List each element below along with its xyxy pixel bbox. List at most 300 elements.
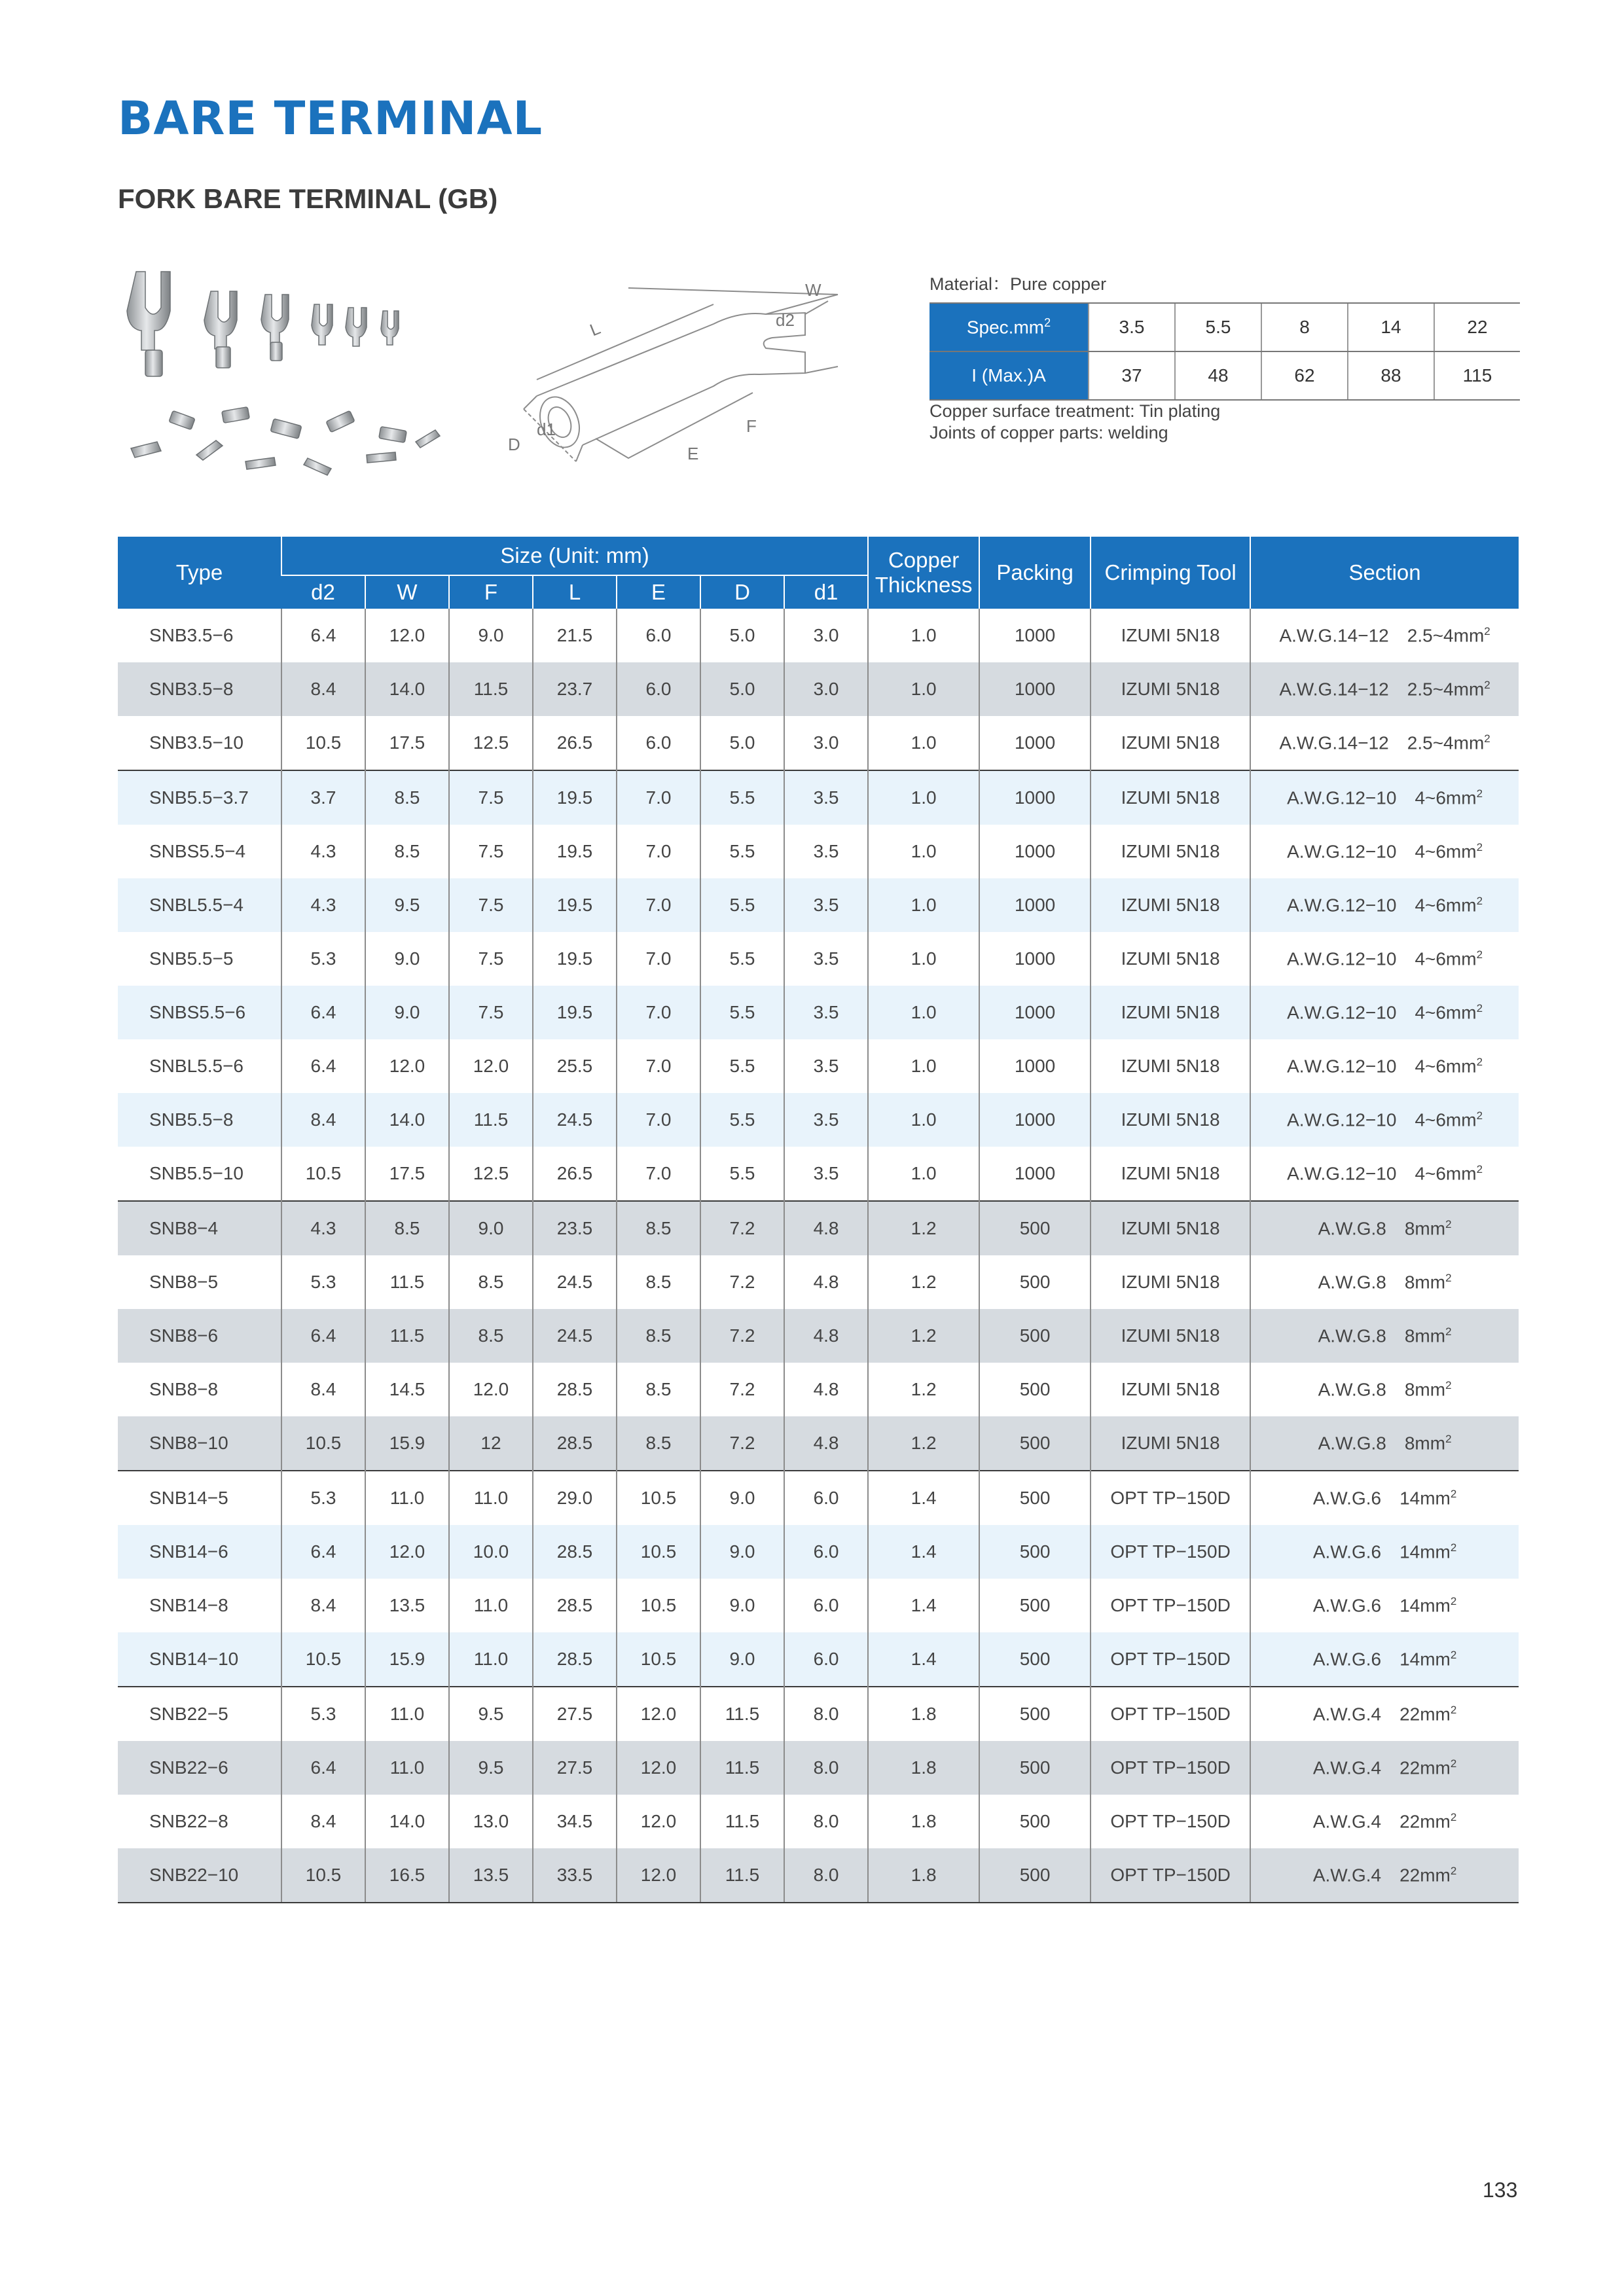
section-exponent: 2	[1445, 1325, 1452, 1338]
cell-d: 11.5	[700, 1741, 784, 1795]
material-note: Material：Pure copper	[929, 274, 1107, 294]
cell-w: 11.0	[365, 1471, 449, 1525]
section-awg: A.W.G.4	[1312, 1865, 1382, 1886]
section-subtitle: FORK BARE TERMINAL (GB)	[118, 183, 498, 214]
cell-tool: IZUMI 5N18	[1091, 1147, 1250, 1201]
cell-packing: 500	[979, 1416, 1091, 1471]
cell-section	[1250, 1795, 1519, 1848]
cell-type: SNB8−10	[118, 1416, 281, 1471]
section-exponent: 2	[1476, 787, 1483, 800]
cell-l: 19.5	[533, 986, 617, 1039]
cell-tool: IZUMI 5N18	[1091, 1201, 1250, 1255]
section-mm: 8mm	[1404, 1325, 1446, 1346]
cell-type: SNB22−6	[118, 1741, 281, 1795]
cell-packing: 1000	[979, 932, 1091, 986]
table-row	[118, 825, 1519, 878]
cell-l: 33.5	[533, 1848, 617, 1903]
cell-copper: 1.8	[868, 1795, 979, 1848]
cell-l: 24.5	[533, 1255, 617, 1309]
cell-section	[1250, 1255, 1519, 1309]
cell-section	[1250, 1416, 1519, 1471]
spec-value: 22	[1434, 303, 1520, 351]
cell-e: 7.0	[617, 932, 700, 986]
cell-packing: 500	[979, 1687, 1091, 1741]
section-awg: A.W.G.12−10	[1287, 1056, 1397, 1077]
section-exponent: 2	[1484, 624, 1490, 637]
cell-l: 27.5	[533, 1687, 617, 1741]
cell-w: 11.5	[365, 1309, 449, 1363]
section-exponent: 2	[1476, 1162, 1483, 1175]
header-copper-line2: Thickness	[875, 573, 973, 597]
cell-d1: 4.8	[784, 1416, 868, 1471]
table-row	[118, 1309, 1519, 1363]
cell-d: 5.5	[700, 1093, 784, 1147]
cell-e: 7.0	[617, 1039, 700, 1093]
cell-copper: 1.0	[868, 1039, 979, 1093]
header-l: L	[533, 575, 617, 609]
cell-d: 5.5	[700, 986, 784, 1039]
cell-tool: IZUMI 5N18	[1091, 932, 1250, 986]
cell-type: SNB5.5−10	[149, 1163, 244, 1183]
cell-w: 9.5	[365, 878, 449, 932]
cell-d1: 6.0	[784, 1632, 868, 1687]
dim-label-d: D	[508, 435, 520, 454]
cell-packing: 1000	[979, 878, 1091, 932]
section-mm: 22mm	[1399, 1811, 1451, 1832]
terminal-dimension-drawing	[497, 275, 864, 471]
cell-section	[1250, 1525, 1519, 1579]
header-d: D	[700, 575, 784, 609]
cell-section	[1250, 1579, 1519, 1632]
cell-d2: 8.4	[281, 1363, 365, 1416]
cell-e: 10.5	[617, 1471, 700, 1525]
cell-l: 19.5	[533, 825, 617, 878]
cell-tool: IZUMI 5N18	[1091, 1255, 1250, 1309]
cell-copper: 1.2	[868, 1201, 979, 1255]
cell-section	[1250, 716, 1519, 770]
cell-d1: 6.0	[784, 1525, 868, 1579]
cell-packing: 1000	[979, 770, 1091, 825]
cell-d2: 10.5	[281, 1848, 365, 1903]
section-mm: 22mm	[1399, 1757, 1451, 1778]
cell-copper: 1.4	[868, 1471, 979, 1525]
section-exponent: 2	[1476, 948, 1483, 961]
cell-w: 14.0	[365, 1795, 449, 1848]
section-mm: 4~6mm	[1415, 841, 1477, 862]
table-row	[118, 1093, 1519, 1147]
cell-w: 9.0	[365, 986, 449, 1039]
header-copper-line1: Copper	[888, 548, 960, 573]
cell-section	[1250, 1147, 1519, 1201]
imax-value: 48	[1175, 351, 1261, 400]
cell-copper: 1.0	[868, 662, 979, 716]
section-awg: A.W.G.14−12	[1279, 679, 1389, 700]
cell-copper: 1.4	[868, 1579, 979, 1632]
cell-e: 8.5	[617, 1201, 700, 1255]
table-row	[118, 1525, 1519, 1579]
cell-type: SNBL5.5−4	[118, 878, 281, 932]
cell-f: 11.0	[449, 1471, 533, 1525]
spec-value: 3.5	[1089, 303, 1175, 351]
cell-d: 9.0	[700, 1579, 784, 1632]
section-awg: A.W.G.6	[1312, 1595, 1382, 1616]
cell-l: 23.5	[533, 1201, 617, 1255]
cell-d1: 4.8	[784, 1255, 868, 1309]
cell-type: SNBL5.5−6	[149, 1056, 244, 1076]
cell-d1: 3.0	[784, 662, 868, 716]
cell-w: 8.5	[365, 770, 449, 825]
cell-f: 12.5	[449, 716, 533, 770]
section-exponent: 2	[1476, 1001, 1483, 1014]
spec-unit-exponent: 2	[1044, 316, 1051, 330]
cell-d1: 3.5	[784, 825, 868, 878]
table-row	[118, 986, 1519, 1039]
cell-d1: 3.5	[784, 878, 868, 932]
cell-l: 19.5	[533, 770, 617, 825]
cell-tool: IZUMI 5N18	[1091, 770, 1250, 825]
section-mm: 4~6mm	[1415, 787, 1477, 808]
cell-w: 12.0	[365, 609, 449, 662]
table-row	[118, 1795, 1519, 1848]
cell-d2: 6.4	[281, 986, 365, 1039]
cell-d1: 4.8	[784, 1201, 868, 1255]
cell-f: 8.5	[449, 1255, 533, 1309]
cell-f: 7.5	[449, 825, 533, 878]
cell-copper: 1.0	[868, 609, 979, 662]
cell-d1: 3.5	[784, 1039, 868, 1093]
cell-tool: IZUMI 5N18	[1091, 1416, 1250, 1471]
section-exponent: 2	[1450, 1757, 1457, 1770]
section-mm: 22mm	[1399, 1865, 1451, 1886]
cell-e: 12.0	[617, 1687, 700, 1741]
section-exponent: 2	[1450, 1648, 1457, 1661]
table-row	[118, 1848, 1519, 1903]
table-row	[118, 1255, 1519, 1309]
cell-d1: 8.0	[784, 1741, 868, 1795]
cell-f: 11.0	[449, 1632, 533, 1687]
section-awg: A.W.G.8	[1318, 1379, 1386, 1400]
cell-type: SNB8−6	[118, 1309, 281, 1363]
section-mm: 4~6mm	[1415, 1163, 1477, 1184]
cell-f: 12.5	[449, 1147, 533, 1201]
cell-copper: 1.2	[868, 1363, 979, 1416]
cell-e: 6.0	[617, 716, 700, 770]
cell-type: SNB8−4	[118, 1201, 281, 1255]
cell-d: 5.5	[700, 932, 784, 986]
dim-label-f: F	[746, 416, 757, 436]
cell-d1: 6.0	[784, 1579, 868, 1632]
cell-l: 19.5	[533, 932, 617, 986]
cell-type: SNB14−10	[118, 1632, 281, 1687]
dim-label-w: W	[805, 280, 821, 300]
cell-w: 9.0	[365, 932, 449, 986]
section-mm: 2.5~4mm	[1407, 732, 1485, 753]
cell-d2: 5.3	[281, 1471, 365, 1525]
section-awg: A.W.G.12−10	[1287, 787, 1397, 808]
cell-type: SNBS5.5−6	[118, 986, 281, 1039]
section-awg: A.W.G.12−10	[1287, 895, 1397, 916]
cell-d2: 10.5	[281, 1416, 365, 1471]
cell-section	[1250, 770, 1519, 825]
section-exponent: 2	[1476, 1109, 1483, 1122]
table-row	[118, 1471, 1519, 1525]
cell-e: 12.0	[617, 1795, 700, 1848]
table-row	[118, 1741, 1519, 1795]
cell-tool: OPT TP−150D	[1091, 1741, 1250, 1795]
cell-type: SNB14−8	[149, 1595, 228, 1615]
table-row	[118, 1201, 1519, 1255]
cell-d2: 5.3	[281, 1255, 365, 1309]
cell-w: 11.0	[365, 1741, 449, 1795]
cell-type: SNB22−10	[118, 1848, 281, 1903]
cell-copper: 1.0	[868, 986, 979, 1039]
cell-e: 8.5	[617, 1255, 700, 1309]
table-row	[118, 770, 1519, 825]
cell-type: SNB3.5−8	[118, 662, 281, 716]
cell-e: 7.0	[617, 1093, 700, 1147]
cell-d: 5.5	[700, 1147, 784, 1201]
spec-label: Spec.mm	[966, 317, 1045, 338]
cell-w: 12.0	[365, 1525, 449, 1579]
cell-d: 7.2	[700, 1363, 784, 1416]
cell-e: 7.0	[617, 825, 700, 878]
cell-d: 5.0	[700, 662, 784, 716]
cell-d: 5.0	[700, 716, 784, 770]
cell-packing: 500	[979, 1632, 1091, 1687]
cell-packing: 1000	[979, 716, 1091, 770]
section-awg: A.W.G.8	[1318, 1325, 1386, 1346]
section-exponent: 2	[1450, 1810, 1457, 1823]
cell-d2: 8.4	[281, 1579, 365, 1632]
section-mm: 4~6mm	[1415, 1109, 1477, 1130]
cell-w: 12.0	[365, 1039, 449, 1093]
section-awg: A.W.G.12−10	[1287, 1002, 1397, 1023]
cell-copper: 1.8	[868, 1848, 979, 1903]
cell-section	[1250, 1039, 1519, 1093]
cell-l: 23.7	[533, 662, 617, 716]
cell-copper: 1.4	[868, 1525, 979, 1579]
cell-f: 7.5	[449, 770, 533, 825]
cell-w: 17.5	[365, 716, 449, 770]
header-packing: Packing	[979, 537, 1091, 609]
header-section: Section	[1250, 537, 1519, 609]
cell-copper: 1.4	[868, 1632, 979, 1687]
cell-d1: 3.5	[784, 986, 868, 1039]
header-f: F	[449, 575, 533, 609]
cell-packing: 500	[979, 1579, 1091, 1632]
imax-value: 37	[1089, 351, 1175, 400]
table-row	[118, 1632, 1519, 1687]
cell-type: SNB3.5−10	[149, 732, 244, 753]
table-row	[118, 1579, 1519, 1632]
section-mm: 14mm	[1399, 1649, 1451, 1670]
cell-section	[1250, 878, 1519, 932]
cell-f: 9.0	[449, 1201, 533, 1255]
cell-copper: 1.8	[868, 1687, 979, 1741]
current-spec-table	[929, 302, 1520, 401]
cell-tool: OPT TP−150D	[1091, 1632, 1250, 1687]
cell-f: 7.5	[449, 878, 533, 932]
cell-tool: OPT TP−150D	[1091, 1525, 1250, 1579]
section-mm: 2.5~4mm	[1407, 679, 1485, 700]
cell-copper: 1.0	[868, 770, 979, 825]
cell-tool: IZUMI 5N18	[1091, 716, 1250, 770]
section-awg: A.W.G.8	[1318, 1433, 1386, 1454]
cell-tool: IZUMI 5N18	[1091, 825, 1250, 878]
cell-d2: 6.4	[281, 1309, 365, 1363]
cell-copper: 1.0	[868, 932, 979, 986]
cell-tool: OPT TP−150D	[1091, 1471, 1250, 1525]
cell-type: SNBS5.5−4	[149, 841, 246, 861]
cell-f: 9.0	[449, 609, 533, 662]
cell-d2: 10.5	[281, 1147, 365, 1201]
cell-section	[1250, 1093, 1519, 1147]
cell-d2: 8.4	[281, 1795, 365, 1848]
spec-value: 14	[1348, 303, 1434, 351]
cell-d2: 3.7	[281, 770, 365, 825]
cell-l: 27.5	[533, 1741, 617, 1795]
cell-d1: 8.0	[784, 1687, 868, 1741]
cell-l: 24.5	[533, 1093, 617, 1147]
section-exponent: 2	[1484, 678, 1490, 691]
cell-l: 34.5	[533, 1795, 617, 1848]
cell-d2: 6.4	[281, 609, 365, 662]
cell-packing: 500	[979, 1795, 1091, 1848]
header-copper-thickness	[868, 537, 979, 609]
table-row	[118, 932, 1519, 986]
cell-e: 7.0	[617, 878, 700, 932]
cell-d2: 8.4	[281, 662, 365, 716]
cell-d: 9.0	[700, 1471, 784, 1525]
table-row	[118, 1363, 1519, 1416]
cell-e: 6.0	[617, 609, 700, 662]
section-exponent: 2	[1484, 732, 1490, 745]
header-w: W	[365, 575, 449, 609]
section-mm: 22mm	[1399, 1704, 1451, 1725]
cell-e: 12.0	[617, 1741, 700, 1795]
section-mm: 14mm	[1399, 1541, 1451, 1562]
section-exponent: 2	[1476, 1055, 1483, 1068]
section-awg: A.W.G.4	[1312, 1757, 1382, 1778]
cell-l: 29.0	[533, 1471, 617, 1525]
cell-d1: 3.0	[784, 609, 868, 662]
section-exponent: 2	[1445, 1271, 1452, 1284]
cell-tool: IZUMI 5N18	[1091, 1309, 1250, 1363]
table-row	[118, 1687, 1519, 1741]
section-exponent: 2	[1450, 1703, 1457, 1716]
cell-type: SNB22−8	[149, 1811, 228, 1831]
cell-e: 10.5	[617, 1632, 700, 1687]
section-exponent: 2	[1445, 1217, 1452, 1230]
cell-w: 15.9	[365, 1416, 449, 1471]
table-body	[118, 609, 1519, 1903]
section-awg: A.W.G.8	[1318, 1218, 1386, 1239]
cell-section	[1250, 1363, 1519, 1416]
cell-d: 9.0	[700, 1632, 784, 1687]
cell-d: 9.0	[700, 1525, 784, 1579]
dim-label-l: L	[586, 318, 604, 340]
cell-section	[1250, 1687, 1519, 1741]
cell-type: SNB5.5−5	[149, 948, 234, 969]
cell-d2: 4.3	[281, 1201, 365, 1255]
section-exponent: 2	[1450, 1487, 1457, 1500]
cell-copper: 1.2	[868, 1255, 979, 1309]
treatment-notes	[929, 401, 1220, 444]
cell-packing: 1000	[979, 986, 1091, 1039]
header-crimping-tool: Crimping Tool	[1091, 537, 1250, 609]
spec-label-cell	[929, 303, 1089, 351]
cell-packing: 500	[979, 1363, 1091, 1416]
cell-tool: OPT TP−150D	[1091, 1795, 1250, 1848]
cell-d: 5.5	[700, 770, 784, 825]
section-awg: A.W.G.4	[1312, 1811, 1382, 1832]
cell-packing: 500	[979, 1201, 1091, 1255]
cell-packing: 1000	[979, 609, 1091, 662]
cell-d2: 5.3	[281, 932, 365, 986]
cell-d1: 4.8	[784, 1363, 868, 1416]
cell-e: 8.5	[617, 1416, 700, 1471]
dim-label-d2: d2	[776, 310, 795, 330]
cell-packing: 1000	[979, 825, 1091, 878]
cell-d1: 3.5	[784, 1093, 868, 1147]
cell-l: 28.5	[533, 1363, 617, 1416]
section-mm: 14mm	[1399, 1595, 1451, 1616]
cell-d: 11.5	[700, 1687, 784, 1741]
header-e: E	[617, 575, 700, 609]
cell-copper: 1.2	[868, 1309, 979, 1363]
cell-copper: 1.2	[868, 1416, 979, 1471]
cell-e: 12.0	[617, 1848, 700, 1903]
cell-copper: 1.0	[868, 1147, 979, 1201]
cell-l: 28.5	[533, 1579, 617, 1632]
cell-type: SNB8−8	[149, 1379, 219, 1399]
cell-f: 11.5	[449, 662, 533, 716]
cell-type: SNB14−5	[118, 1471, 281, 1525]
cell-d: 7.2	[700, 1255, 784, 1309]
cell-type: SNB5.5−8	[118, 1093, 281, 1147]
cell-d: 5.5	[700, 825, 784, 878]
cell-section	[1250, 1201, 1519, 1255]
header-type: Type	[118, 537, 281, 609]
section-awg: A.W.G.12−10	[1287, 841, 1397, 862]
cell-l: 25.5	[533, 1039, 617, 1093]
cell-type: SNB5.5−3.7	[118, 770, 281, 825]
header-d1: d1	[784, 575, 868, 609]
section-awg: A.W.G.12−10	[1287, 1109, 1397, 1130]
cell-d1: 6.0	[784, 1471, 868, 1525]
cell-d1: 3.5	[784, 932, 868, 986]
section-awg: A.W.G.4	[1312, 1704, 1382, 1725]
cell-l: 26.5	[533, 716, 617, 770]
cell-type: SNB14−6	[118, 1525, 281, 1579]
cell-d1: 8.0	[784, 1848, 868, 1903]
cell-d1: 3.5	[784, 770, 868, 825]
cell-l: 21.5	[533, 609, 617, 662]
imax-value: 62	[1261, 351, 1348, 400]
section-awg: A.W.G.6	[1312, 1488, 1382, 1509]
section-awg: A.W.G.6	[1312, 1649, 1382, 1670]
cell-f: 10.0	[449, 1525, 533, 1579]
cell-d2: 10.5	[281, 716, 365, 770]
section-exponent: 2	[1450, 1594, 1457, 1607]
cell-f: 9.5	[449, 1741, 533, 1795]
header-size: Size (Unit: mm)	[281, 537, 868, 575]
cell-w: 13.5	[365, 1579, 449, 1632]
cell-d2: 6.4	[281, 1039, 365, 1093]
section-mm: 8mm	[1404, 1218, 1446, 1239]
cell-packing: 1000	[979, 1093, 1091, 1147]
cell-e: 7.0	[617, 986, 700, 1039]
